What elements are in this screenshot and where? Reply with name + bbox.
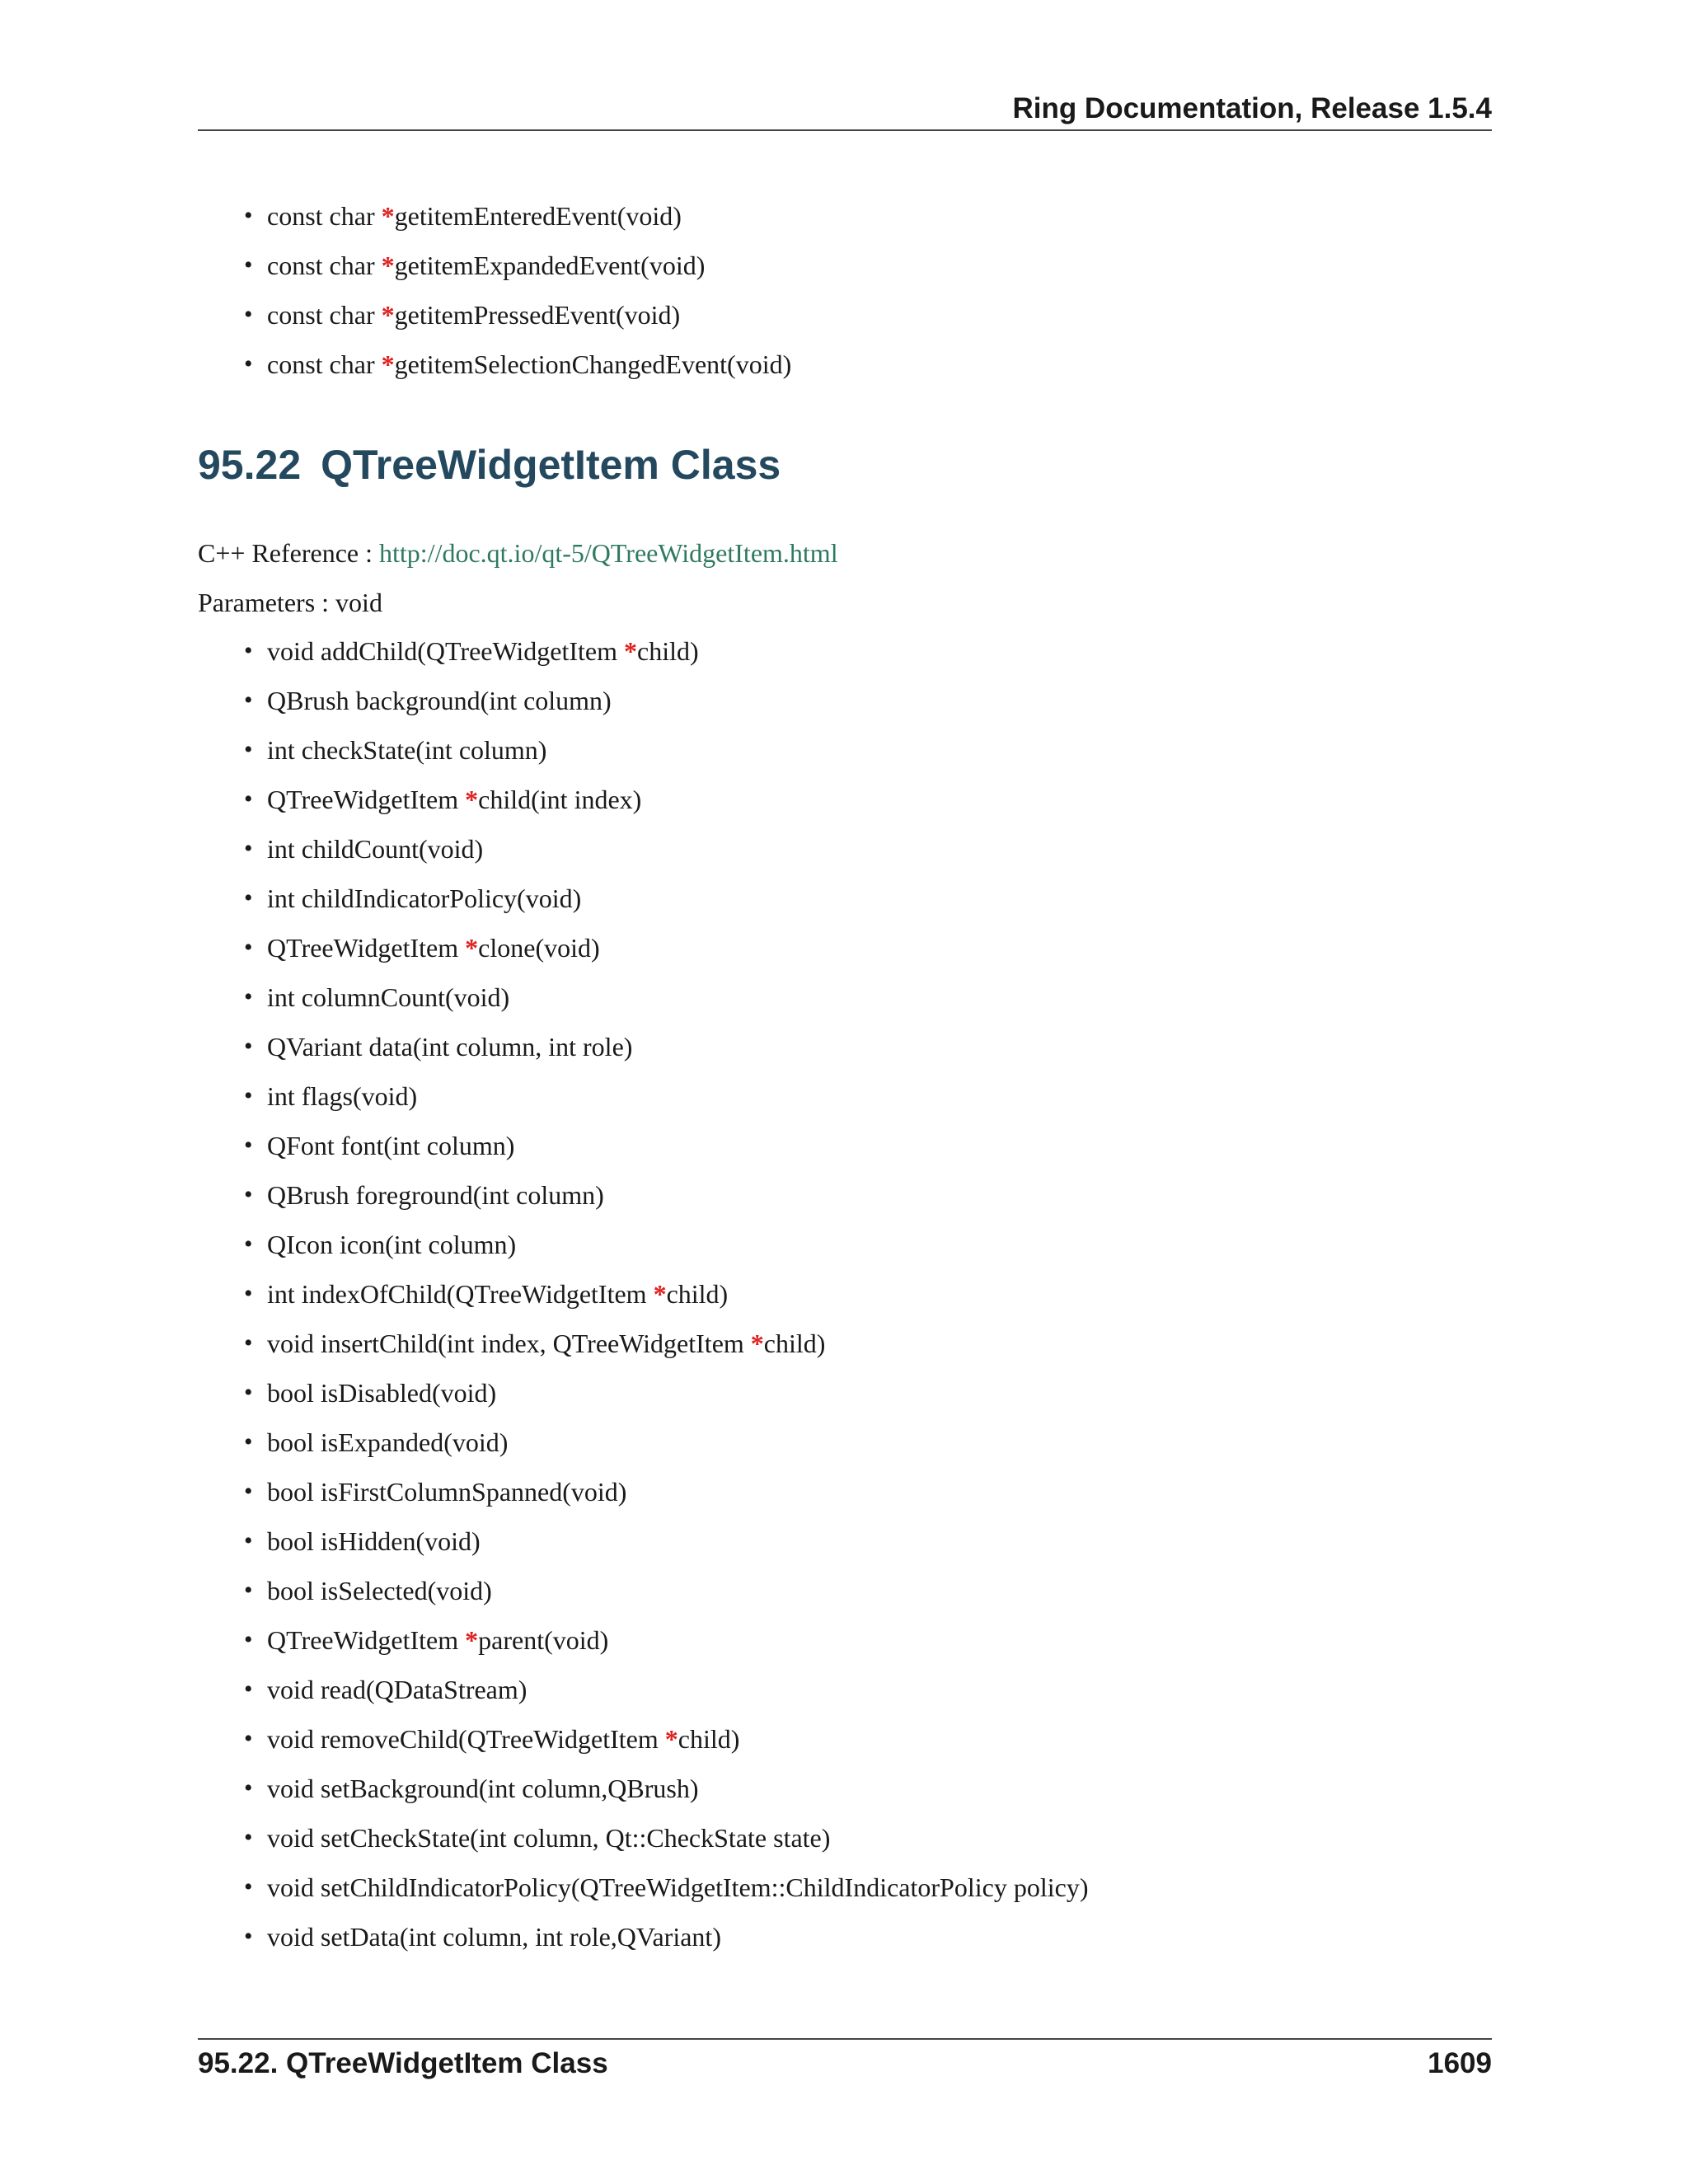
signature-text: clone(void) [478, 933, 600, 963]
signature-text: QTreeWidgetItem [267, 785, 466, 814]
pointer-asterisk: * [750, 1329, 764, 1358]
method-item [198, 1863, 1088, 1912]
parameters-line: Parameters : void [198, 588, 382, 617]
running-header: Ring Documentation, Release 1.5.4 [1012, 92, 1492, 124]
signature-text: child) [637, 636, 699, 666]
method-item [198, 1764, 1088, 1813]
signature-text: void addChild(QTreeWidgetItem [267, 636, 625, 666]
pointer-asterisk: * [381, 349, 395, 379]
section-title: QTreeWidgetItem Class [321, 442, 781, 488]
signature-text: child) [678, 1724, 740, 1754]
method-item [198, 874, 1088, 923]
signature-text: child) [763, 1329, 826, 1358]
pointer-asterisk: * [381, 251, 395, 280]
method-item [198, 824, 1088, 874]
signature-text: const char [267, 349, 382, 379]
signature-text: QBrush background(int column) [267, 686, 612, 715]
section-heading [198, 441, 781, 489]
method-item [198, 1022, 1088, 1071]
section-number: 95.22 [198, 442, 302, 488]
method-item [198, 1467, 1088, 1516]
signature-text: getitemPressedEvent(void) [394, 300, 681, 330]
signature-text: int childCount(void) [267, 834, 484, 864]
signature-text: parent(void) [478, 1625, 609, 1655]
footer-rule [198, 2038, 1492, 2040]
pointer-asterisk: * [381, 300, 395, 330]
signature-text: QBrush foreground(int column) [267, 1180, 604, 1210]
signature-text: int childIndicatorPolicy(void) [267, 883, 582, 913]
method-item [198, 1121, 1088, 1170]
pointer-asterisk: * [624, 636, 638, 666]
signature-text: QTreeWidgetItem [267, 1625, 466, 1655]
pointer-asterisk: * [465, 785, 479, 814]
signature-text: void setData(int column, int role,QVariant) [267, 1922, 721, 1952]
event-getter-item [198, 290, 791, 340]
signature-text: getitemSelectionChangedEvent(void) [394, 349, 792, 379]
signature-text: bool isHidden(void) [267, 1526, 481, 1556]
pointer-asterisk: * [381, 201, 395, 231]
method-item [198, 1368, 1088, 1418]
event-getter-item [198, 191, 791, 241]
signature-text: void removeChild(QTreeWidgetItem [267, 1724, 665, 1754]
signature-text: child(int index) [478, 785, 642, 814]
reference-label: C++ Reference : [198, 538, 379, 568]
method-item [198, 972, 1088, 1022]
method-item [198, 1418, 1088, 1467]
signature-text: const char [267, 201, 382, 231]
pointer-asterisk: * [664, 1724, 678, 1754]
page-number: 1609 [1428, 2047, 1492, 2079]
signature-text: const char [267, 300, 382, 330]
reference-link[interactable]: http://doc.qt.io/qt-5/QTreeWidgetItem.html [379, 538, 838, 568]
signature-text: const char [267, 251, 382, 280]
signature-text: int columnCount(void) [267, 982, 510, 1012]
method-item [198, 626, 1088, 676]
method-item [198, 775, 1088, 824]
signature-text: getitemEnteredEvent(void) [394, 201, 682, 231]
signature-text: int indexOfChild(QTreeWidgetItem [267, 1279, 654, 1309]
method-item [198, 1516, 1088, 1566]
method-item [198, 1170, 1088, 1220]
signature-text: bool isSelected(void) [267, 1576, 492, 1605]
document-page [198, 0, 1492, 2184]
method-item [198, 1714, 1088, 1764]
footer-section-title: 95.22. QTreeWidgetItem Class [198, 2047, 608, 2079]
method-list [198, 626, 1088, 1961]
event-getter-item [198, 241, 791, 290]
pointer-asterisk: * [465, 1625, 479, 1655]
method-item [198, 1071, 1088, 1121]
signature-text: getitemExpandedEvent(void) [394, 251, 706, 280]
method-item [198, 1220, 1088, 1269]
signature-text: QFont font(int column) [267, 1131, 515, 1160]
method-item [198, 1566, 1088, 1615]
method-item [198, 923, 1088, 972]
event-getter-list [198, 191, 791, 389]
signature-text: QIcon icon(int column) [267, 1230, 517, 1259]
method-item [198, 725, 1088, 775]
event-getter-item [198, 340, 791, 389]
method-item [198, 1813, 1088, 1863]
signature-text: int checkState(int column) [267, 735, 547, 765]
signature-text: QTreeWidgetItem [267, 933, 466, 963]
cpp-reference [198, 537, 838, 569]
signature-text: void read(QDataStream) [267, 1675, 528, 1704]
header-rule [198, 129, 1492, 131]
signature-text: void insertChild(int index, QTreeWidgetItem [267, 1329, 751, 1358]
method-item [198, 1319, 1088, 1368]
signature-text: void setChildIndicatorPolicy(QTreeWidgetItem::ChildIndicatorPolicy policy) [267, 1872, 1089, 1902]
signature-text: int flags(void) [267, 1081, 418, 1111]
pointer-asterisk: * [465, 933, 479, 963]
signature-text: QVariant data(int column, int role) [267, 1032, 633, 1062]
signature-text: void setBackground(int column,QBrush) [267, 1774, 699, 1803]
method-item [198, 1912, 1088, 1961]
signature-text: bool isExpanded(void) [267, 1427, 509, 1457]
signature-text: bool isDisabled(void) [267, 1378, 497, 1408]
method-item [198, 1665, 1088, 1714]
signature-text: void setCheckState(int column, Qt::CheckState state) [267, 1823, 831, 1853]
signature-text: bool isFirstColumnSpanned(void) [267, 1477, 627, 1507]
method-item [198, 1269, 1088, 1319]
method-item [198, 1615, 1088, 1665]
method-item [198, 676, 1088, 725]
signature-text: child) [666, 1279, 729, 1309]
pointer-asterisk: * [653, 1279, 667, 1309]
